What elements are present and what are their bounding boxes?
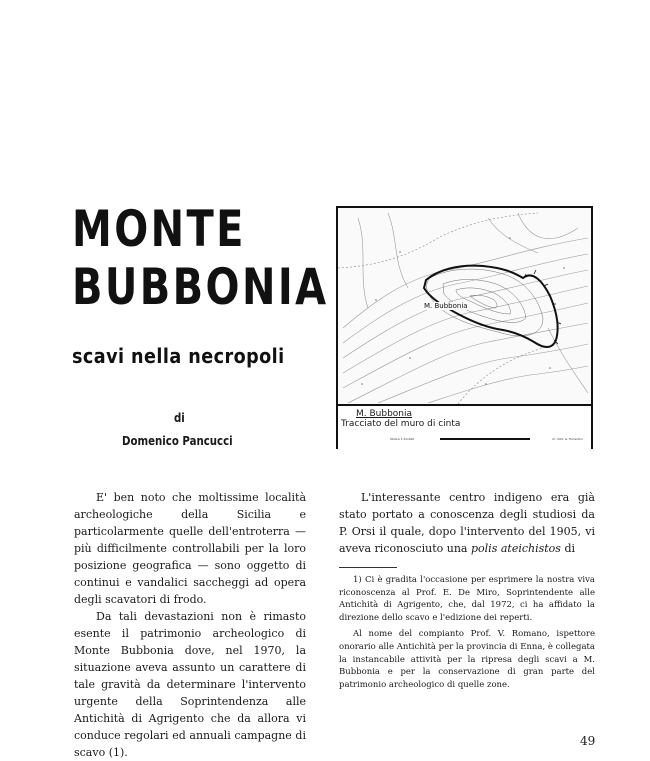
byline-di: di: [174, 411, 185, 425]
article-title: [72, 200, 328, 316]
title-line-1: MONTE: [72, 200, 246, 258]
author-name: Domenico Pancucci: [122, 434, 233, 448]
paragraph-3-start: L'interessante centro indigeno era già stato portato a conoscenza degli studiosi da P. Orsi il quale, dopo l'intervento del 1905, vi aveva riconosciuto una: [339, 491, 595, 555]
paragraph-3-italic: polis ateichistos: [471, 542, 561, 555]
article-subtitle: scavi nella necropoli: [72, 344, 285, 368]
map-place-label: M. Bubbonia: [424, 302, 468, 310]
paragraph-2: Da tali devastazioni non è rimasto esente il patrimonio archeologico di Monte Bubbonia dove, nel 1970, la situazione aveva assunto un carattere di tale gravità da determinare l'intervento urgente della Soprintendenza alle Antichità di Agrigento che da allora vi conduce regolari ed annuali campagne di scavo (1).: [74, 610, 306, 759]
scale-text: SCALA 1:10.000: [390, 437, 415, 441]
footnote-1: 1) Ci è gradita l'occasione per esprimere la nostra viva riconoscenza al Prof. E. De Miro, Soprintendente alle Antichità di Agrigento, che, dal 1972, ci ha affidato la direzione dello scavo e l'edizione dei reperti.: [339, 575, 595, 623]
right-column: [339, 489, 595, 557]
paragraph-1: E' ben noto che moltissime località archeologiche della Sicilia e particolarmente quelle dell'entroterra — più difficilmente controllabili per la loro posizione geografica — sono oggetto di continui e vandalici saccheggi ad opera degli scavatori di frodo.: [74, 491, 306, 606]
footnote-2: Al nome del compianto Prof. V. Romano, ispettore onorario alle Antichità per la provincia di Enna, è collegata la instancabile attività per la ripresa degli scavi a M. Bubbonia e per la conservazione di gran parte del patrimonio archeologico di quelle zone.: [339, 629, 595, 690]
map-figure: [336, 206, 593, 449]
page-number: 49: [580, 734, 596, 748]
footnotes: [339, 574, 595, 695]
paragraph-3: [339, 489, 595, 557]
left-column: [74, 489, 306, 761]
map-caption: [338, 404, 591, 449]
caption-title: M. Bubbonia: [356, 409, 413, 419]
scale-bar: [440, 438, 530, 440]
title-line-2: BUBBONIA: [72, 258, 329, 316]
caption-subtitle: Tracciato del muro di cinta: [341, 419, 461, 429]
map-credit: ril. dott. G. Fiorentini: [552, 437, 583, 441]
paragraph-3-end: di: [560, 542, 576, 555]
footnote-rule: [339, 567, 397, 568]
